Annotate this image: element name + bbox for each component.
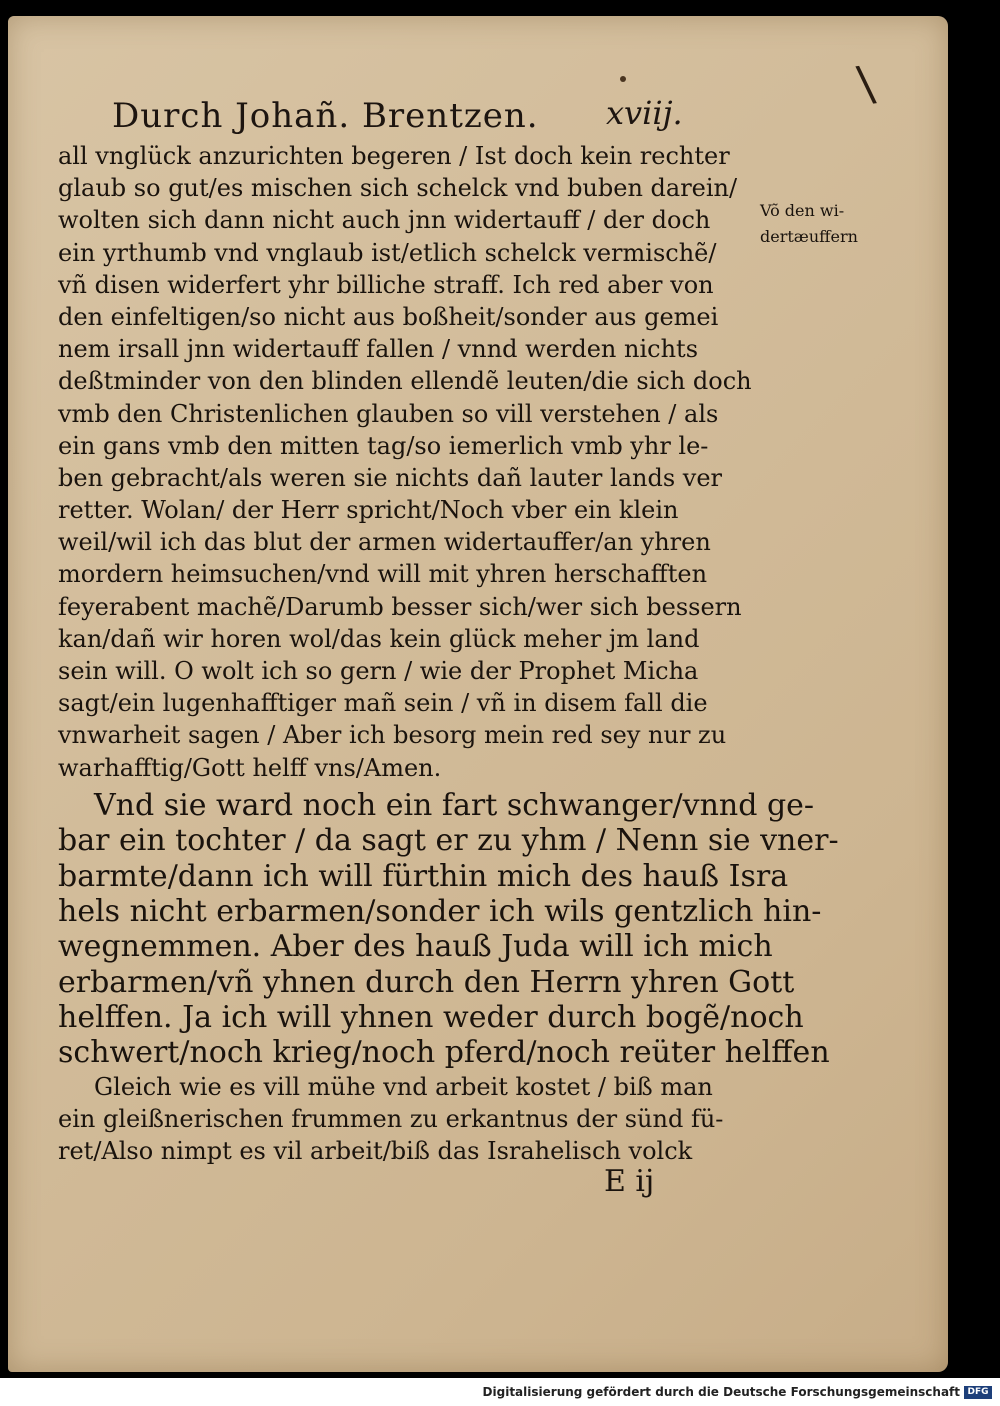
folio-number: xviij. bbox=[606, 94, 683, 132]
signature-mark: E ij bbox=[604, 1164, 655, 1199]
scripture-line: wegnemmen. Aber des hauß Juda will ich mich bbox=[58, 929, 773, 965]
scripture-line: erbarmen/vñ yhnen durch den Herrn yhren Gott bbox=[58, 964, 795, 1000]
text-line: wolten sich dann nicht auch jnn widertauff / der doch bbox=[58, 206, 711, 235]
ink-spot bbox=[620, 76, 626, 82]
text-line: ret/Also nimpt es vil arbeit/biß das Israhelisch volck bbox=[58, 1137, 693, 1166]
text-line: ben gebracht/als weren sie nichts dañ lauter lands ver bbox=[58, 463, 723, 492]
text-line: ein gleißnerischen frummen zu erkantnus der sünd fü‑ bbox=[58, 1105, 724, 1134]
text-line: Gleich wie es vill mühe vnd arbeit kostet / biß man bbox=[94, 1072, 713, 1101]
scripture-line: barmte/dann ich will fürthin mich des hauß Isra bbox=[58, 858, 789, 894]
scripture-line: schwert/noch krieg/noch pferd/noch reüter helffen bbox=[58, 1035, 830, 1071]
running-header: Durch Johañ. Brentzen. bbox=[112, 96, 539, 136]
scripture-line: helffen. Ja ich will yhnen weder durch bogẽ/noch bbox=[58, 1000, 804, 1036]
funding-notice: Digitalisierung gefördert durch die Deutsche Forschungsgemeinschaft bbox=[482, 1385, 960, 1399]
pen-mark: \ bbox=[854, 55, 878, 113]
text-line: weil/wil ich das blut der armen widertauffer/an yhren bbox=[58, 528, 711, 557]
footer-bar bbox=[0, 1378, 1000, 1406]
text-line: retter. Wolan/ der Herr spricht/Noch vber ein klein bbox=[58, 496, 679, 525]
scripture-line: hels nicht erbarmen/sonder ich wils gentzlich hin‑ bbox=[58, 893, 822, 929]
scripture-line: bar ein tochter / da sagt er zu yhm / Nenn sie vner‑ bbox=[58, 823, 839, 859]
text-line: deßtminder von den blinden ellendẽ leuten/die sich doch bbox=[58, 367, 752, 396]
text-line: nem irsall jnn widertauff fallen / vnnd werden nichts bbox=[58, 335, 699, 364]
scripture-line: Vnd sie ward noch ein fart schwanger/vnnd ge‑ bbox=[94, 787, 815, 823]
dfg-logo[interactable]: DFG bbox=[964, 1386, 992, 1399]
text-line: vmb den Christenlichen glauben so vill verstehen / als bbox=[58, 399, 719, 428]
text-line: ein gans vmb den mitten tag/so iemerlich vmb yhr le‑ bbox=[58, 431, 709, 460]
text-line: sagt/ein lugenhafftiger mañ sein / vñ in disem fall die bbox=[58, 689, 708, 718]
text-line: vnwarheit sagen / Aber ich besorg mein red sey nur zu bbox=[58, 721, 727, 750]
text-line: all vnglück anzurichten begeren / Ist doch kein rechter bbox=[58, 142, 730, 170]
text-line: mordern heimsuchen/vnd will mit yhren herschafften bbox=[58, 560, 708, 589]
text-line: den einfeltigen/so nicht aus boßheit/sonder aus gemei bbox=[58, 302, 719, 331]
text-line: vñ disen widerfert yhr billiche straff. Ich red aber von bbox=[58, 270, 714, 299]
text-line: ein yrthumb vnd vnglaub ist/etlich schelck vermischẽ/ bbox=[58, 238, 717, 267]
text-line: kan/dañ wir horen wol/das kein glück meher jm land bbox=[58, 624, 700, 653]
text-line: glaub so gut/es mischen sich schelck vnd buben darein/ bbox=[58, 174, 738, 203]
text-line: warhafftig/Gott helff vns/Amen. bbox=[58, 753, 442, 782]
text-line: feyerabent machẽ/Darumb besser sich/wer sich bessern bbox=[58, 592, 742, 621]
margin-note: Võ den wi‑ dertæuffern bbox=[760, 201, 858, 246]
text-line: sein will. O wolt ich so gern / wie der Prophet Micha bbox=[58, 657, 699, 685]
